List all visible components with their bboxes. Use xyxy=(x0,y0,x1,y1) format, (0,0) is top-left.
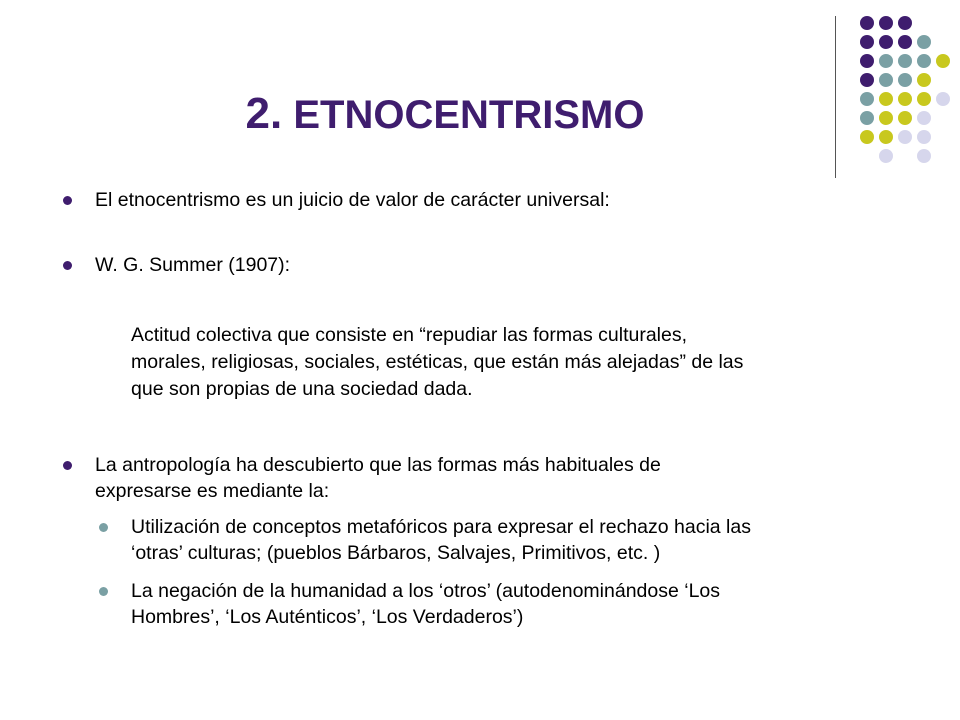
sub-bullet-dot xyxy=(99,523,108,532)
bullet-line: La antropología ha descubierto que las formas más habituales de xyxy=(95,454,661,476)
sub-bullet-dot xyxy=(99,587,108,596)
bullet-dot xyxy=(63,461,72,470)
quote-paragraph xyxy=(131,322,891,402)
bullet-summer xyxy=(95,252,290,278)
sub-bullet-negacion xyxy=(131,578,901,630)
sub-bullet-line: ‘otras’ culturas; (pueblos Bárbaros, Salvajes, Primitivos, etc. ) xyxy=(131,542,661,564)
bullet-dot xyxy=(63,261,72,270)
bullet-antropologia xyxy=(95,452,895,504)
bullet-text: W. G. Summer (1907): xyxy=(95,254,291,276)
bullet-etnocentrismo xyxy=(95,187,610,213)
bullet-dot xyxy=(63,196,72,205)
quote-line: Actitud colectiva que consiste en “repudiar las formas culturales, xyxy=(131,324,688,346)
bullet-text: El etnocentrismo es un juicio de valor de carácter universal: xyxy=(95,189,610,211)
sub-bullet-line: Hombres’, ‘Los Auténticos’, ‘Los Verdaderos’) xyxy=(131,606,524,628)
sub-bullet-line: La negación de la humanidad a los ‘otros’ (autodenominándose ‘Los xyxy=(131,580,721,602)
quote-line: morales, religiosas, sociales, estéticas, que están más alejadas” de las xyxy=(131,351,744,373)
title-text: ETNOCENTRISMO xyxy=(293,93,645,137)
quote-line: que son propias de una sociedad dada. xyxy=(131,378,473,400)
bullet-line: expresarse es mediante la: xyxy=(95,480,330,502)
sub-bullet-line: Utilización de conceptos metafóricos para expresar el rechazo hacia las xyxy=(131,516,751,538)
title-number: 2. xyxy=(245,89,283,138)
sub-bullet-metaforicos xyxy=(131,514,901,566)
